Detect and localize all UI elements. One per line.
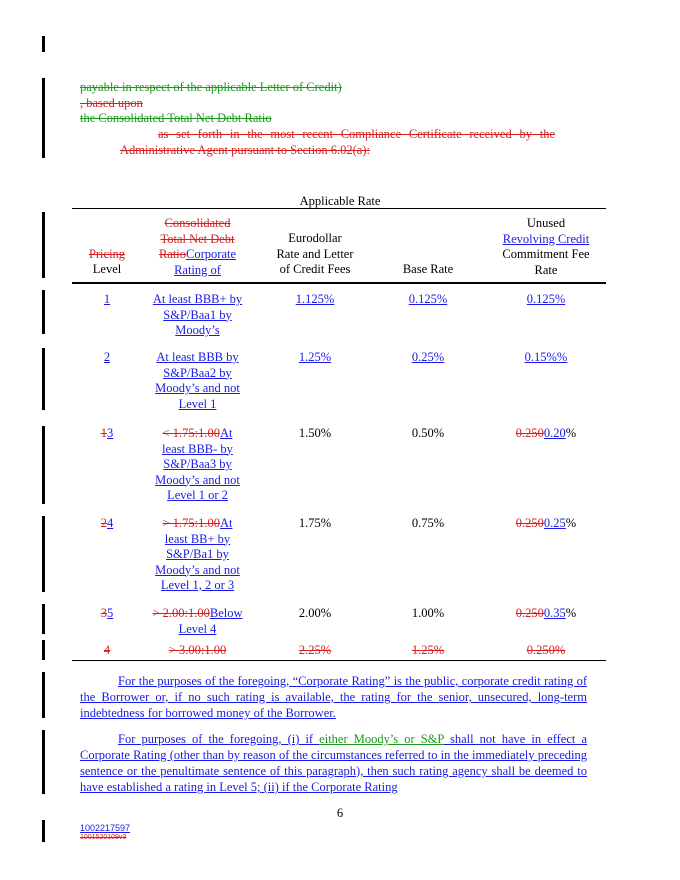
level-deleted: 3 (100, 606, 107, 620)
row-base-rate: 1.00% (411, 606, 445, 620)
row-level (80, 606, 134, 621)
row-base-rate: 0.50% (411, 426, 445, 440)
header-commitment-fee (488, 216, 604, 278)
header-commit-line: Commitment Fee (502, 247, 590, 261)
rating-line: Moody’s and not (155, 562, 240, 577)
rating-line: Moody’s and not (155, 381, 240, 395)
header-pricing-level (80, 247, 134, 277)
rating-line: Moody’s (175, 323, 220, 337)
table-header-rule (72, 282, 606, 284)
rating-line: S&P/Baa3 by (163, 457, 232, 471)
change-bar (42, 36, 45, 52)
rating-line: S&P/Ba1 by (166, 547, 229, 561)
rating-line: Moody’s and not (155, 472, 240, 487)
change-bar (42, 426, 45, 504)
fee-percent: % (565, 606, 577, 620)
rating-line: S&P/Baa2 by (163, 365, 232, 380)
change-bar (42, 348, 45, 410)
header-rate: Rate (534, 262, 558, 277)
fee-percent: % (565, 516, 577, 530)
level-inserted: 5 (107, 606, 114, 620)
rating-line: least BBB- by (162, 441, 233, 456)
row-rating (140, 350, 255, 412)
fee-percent: % (565, 426, 577, 440)
level-deleted: 1 (100, 426, 107, 440)
level-deleted: 2 (100, 516, 107, 530)
change-bar (42, 820, 45, 842)
row-base-rate: 0.125% (408, 292, 448, 306)
change-bar (42, 730, 45, 794)
level-inserted: 4 (107, 516, 114, 530)
fee-inserted: 0.25 (543, 516, 566, 530)
header-euro-line: Eurodollar (288, 231, 342, 245)
rating-line: Level 1 (178, 396, 217, 411)
row-rating: > 3.00:1.00 (168, 643, 227, 657)
header-base-rate: Base Rate (402, 262, 454, 276)
change-bar (42, 290, 45, 334)
fee-deleted: 0.250 (515, 426, 544, 440)
header-ratio-deleted: Consolidated (164, 216, 231, 230)
header-level: Level (92, 262, 122, 276)
rating-line: S&P/Baa1 by (163, 307, 232, 322)
doc-id-deleted: 1001520109v3 (80, 834, 127, 841)
row-base-rate: 1.25% (411, 643, 445, 657)
para2-green: either Moody’s or S&P (319, 732, 444, 746)
header-rating (140, 216, 255, 278)
fee-inserted: 0.20 (543, 426, 566, 440)
row-eurodollar: 2.00% (298, 606, 332, 620)
paragraph-rating-purposes (80, 731, 587, 795)
row-level: 4 (103, 643, 111, 657)
row-level (80, 426, 134, 441)
rating-line: Level 1 or 2 (167, 488, 228, 502)
fee-deleted: 0.250 (515, 516, 544, 530)
header-euro-line: Rate and Letter (276, 246, 354, 261)
change-bar (42, 604, 45, 634)
header-euro-line: of Credit Fees (279, 262, 351, 276)
row-commitment-fee (488, 516, 604, 531)
header-revolving-inserted: Revolving Credit (502, 231, 590, 246)
header-eurodollar (260, 231, 370, 278)
para2-rest: shall not have in effect a Corporate Rating (other than by reason of the circumstances referred to in the immediately preceding sentence or the penultimate sentence of this paragraph), then such rating agency shall be deemed to have established a rating in Level 5; (ii) if the Corporate Rating (80, 732, 588, 794)
deleted-line: payable in respect of the applicable Letter of Credit) (80, 80, 342, 94)
rating-line: At least BBB by (156, 350, 239, 364)
deleted-line: the Consolidated Total Net Debt Ratio (80, 111, 272, 125)
row-rating (140, 426, 255, 504)
rating-line: At (219, 426, 233, 440)
row-commitment-fee: 0.125% (526, 292, 566, 306)
rating-line: Level 1, 2 or 3 (160, 578, 235, 592)
row-level (80, 516, 134, 531)
ratio-deleted: > 2.00:1.00 (152, 606, 210, 620)
table-bottom-rule (72, 660, 606, 661)
header-unused: Unused (526, 216, 566, 230)
change-bar (42, 640, 45, 660)
deleted-line: as set forth in the most recent Compliance Certificate received by the (158, 127, 555, 141)
row-commitment-fee (488, 426, 604, 441)
row-eurodollar: 1.25% (298, 350, 332, 364)
rating-line: At least BBB+ by (152, 292, 243, 306)
rating-line: least BB+ by (164, 531, 231, 546)
change-bar (42, 672, 45, 718)
header-ratio-deleted: Ratio (158, 247, 187, 261)
change-bar (42, 78, 45, 158)
row-eurodollar: 1.125% (295, 292, 335, 306)
header-rating-of: Rating of (174, 262, 221, 277)
row-eurodollar: 1.75% (298, 516, 332, 530)
row-rating (140, 606, 255, 637)
header-ratio-deleted: Total Net Debt (160, 231, 235, 246)
change-bar (42, 516, 45, 592)
row-commitment-fee (488, 606, 604, 621)
row-base-rate: 0.25% (411, 350, 445, 364)
ratio-deleted: > 1.75:1.00 (162, 516, 220, 530)
row-commitment-fee: 0.250% (526, 643, 566, 657)
fee-deleted: 0.250 (515, 606, 544, 620)
paragraph-corporate-rating: For the purposes of the foregoing, “Corporate Rating” is the public, corporate credit rating of the Borrower or, if no such rating is available, the rating for the senior, unsecured, long-term indebtedness for borrowed money of the Borrower. (80, 674, 587, 720)
row-rating (140, 292, 255, 339)
header-corporate-inserted: Corporate (186, 247, 237, 261)
deleted-line: Administrative Agent pursuant to Section 6.02(a): (120, 143, 370, 157)
deleted-line: , based upon (80, 96, 143, 110)
rating-line: Below (209, 606, 243, 620)
table-top-rule (72, 208, 606, 209)
fee-inserted: 0.35 (543, 606, 566, 620)
row-level: 2 (103, 350, 111, 364)
rating-line: Level 4 (178, 621, 217, 636)
row-commitment-fee: 0.15%% (524, 350, 568, 364)
ratio-deleted: < 1.75:1.00 (162, 426, 220, 440)
change-bar (42, 212, 45, 278)
header-pricing-deleted: Pricing (88, 247, 126, 261)
row-base-rate: 0.75% (411, 516, 445, 530)
row-rating (140, 516, 255, 594)
rating-line: At (219, 516, 233, 530)
row-eurodollar: 2.25% (298, 643, 332, 657)
row-eurodollar: 1.50% (298, 426, 332, 440)
applicable-rate-heading: Applicable Rate (299, 194, 381, 208)
row-level: 1 (103, 292, 111, 306)
para2-lead: For purposes of the foregoing, (i) if (118, 732, 320, 746)
page-number: 6 (336, 806, 344, 820)
level-inserted: 3 (107, 426, 114, 440)
doc-id-inserted: 1002217597 (80, 823, 131, 833)
